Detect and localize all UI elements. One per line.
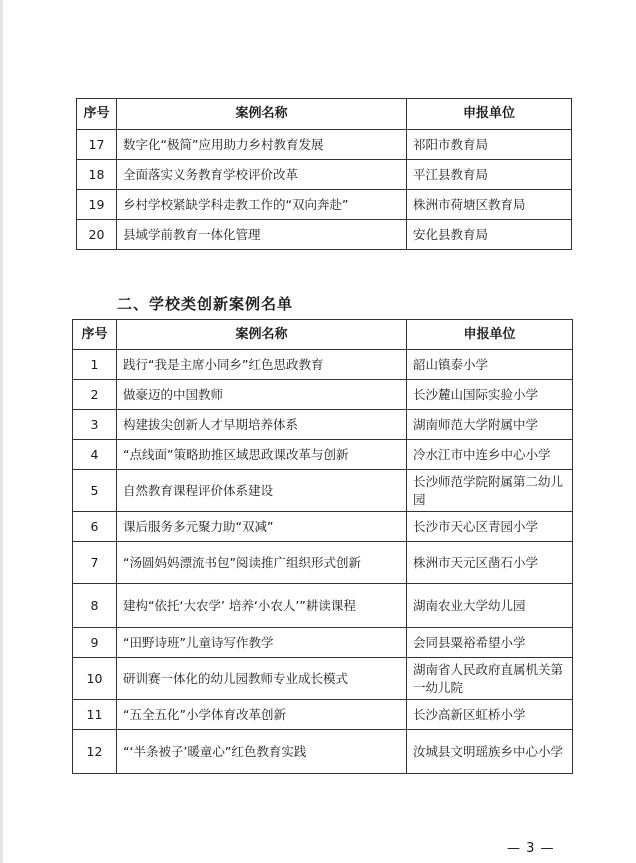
cell-name: 自然教育课程评价体系建设 (117, 470, 407, 512)
table-row (73, 380, 573, 410)
cell-num: 7 (73, 542, 117, 584)
table-header-row (73, 320, 573, 350)
cell-unit: 湖南师范大学附属中学 (407, 410, 573, 440)
cell-num: 11 (73, 700, 117, 730)
table-school-cases (72, 319, 573, 774)
page-number: — 3 — (507, 841, 555, 856)
cell-name: 践行“我是主席小同乡”红色思政教育 (117, 350, 407, 380)
table-row (73, 440, 573, 470)
cell-name: 建构“依托‘大农学’ 培养‘小农人’”耕读课程 (117, 584, 407, 628)
cell-name: 做豪迈的中国教师 (117, 380, 407, 410)
cell-unit: 韶山镇泰小学 (407, 350, 573, 380)
cell-unit: 祁阳市教育局 (407, 130, 572, 160)
header-num: 序号 (73, 320, 117, 350)
cell-num: 3 (73, 410, 117, 440)
cell-unit: 湖南省人民政府直属机关第一幼儿院 (407, 658, 573, 700)
table-row (77, 130, 572, 160)
cell-name: 县域学前教育一体化管理 (117, 220, 407, 250)
cell-unit: 长沙市天心区青园小学 (407, 512, 573, 542)
cell-name: “‘半条被子’暖童心”红色教育实践 (117, 730, 407, 774)
cell-name: 课后服务多元聚力助“双减” (117, 512, 407, 542)
cell-name: 构建拔尖创新人才早期培养体系 (117, 410, 407, 440)
cell-num: 10 (73, 658, 117, 700)
table-row (73, 470, 573, 512)
table-district-cases (76, 98, 572, 250)
cell-unit: 汝城县文明瑶族乡中心小学 (407, 730, 573, 774)
cell-name: 数字化“极简”应用助力乡村教育发展 (117, 130, 407, 160)
cell-num: 19 (77, 190, 117, 220)
table-row (73, 584, 573, 628)
cell-name: “五全五化”小学体育改革创新 (117, 700, 407, 730)
cell-unit: 长沙高新区虹桥小学 (407, 700, 573, 730)
cell-unit: 安化县教育局 (407, 220, 572, 250)
table-row (77, 220, 572, 250)
cell-num: 18 (77, 160, 117, 190)
table-header-row (77, 99, 572, 130)
cell-unit: 冷水江市中连乡中心小学 (407, 440, 573, 470)
cell-num: 20 (77, 220, 117, 250)
cell-name: 研训赛一体化的幼儿园教师专业成长模式 (117, 658, 407, 700)
cell-unit: 株洲市荷塘区教育局 (407, 190, 572, 220)
header-name: 案例名称 (117, 99, 407, 130)
header-name: 案例名称 (117, 320, 407, 350)
table-row (73, 542, 573, 584)
cell-name: 全面落实义务教育学校评价改革 (117, 160, 407, 190)
table-row (77, 160, 572, 190)
cell-num: 8 (73, 584, 117, 628)
cell-unit: 平江县教育局 (407, 160, 572, 190)
cell-num: 17 (77, 130, 117, 160)
cell-name: “田野诗班”儿童诗写作教学 (117, 628, 407, 658)
table-row (73, 410, 573, 440)
cell-unit: 长沙麓山国际实验小学 (407, 380, 573, 410)
cell-name: 乡村学校紧缺学科走教工作的“双向奔赴” (117, 190, 407, 220)
header-unit: 申报单位 (407, 99, 572, 130)
header-unit: 申报单位 (407, 320, 573, 350)
header-num: 序号 (77, 99, 117, 130)
cell-num: 5 (73, 470, 117, 512)
page-edge (0, 0, 3, 863)
table-row (73, 512, 573, 542)
cell-num: 4 (73, 440, 117, 470)
table-row (77, 190, 572, 220)
cell-num: 6 (73, 512, 117, 542)
cell-num: 2 (73, 380, 117, 410)
section-title: 二、学校类创新案例名单 (117, 295, 294, 313)
cell-num: 12 (73, 730, 117, 774)
table-row (73, 350, 573, 380)
cell-name: “点线面”策略助推区域思政课改革与创新 (117, 440, 407, 470)
cell-num: 9 (73, 628, 117, 658)
table-row (73, 730, 573, 774)
cell-unit: 会同县粟裕希望小学 (407, 628, 573, 658)
cell-unit: 长沙师范学院附属第二幼儿园 (407, 470, 573, 512)
table-row (73, 658, 573, 700)
cell-unit: 湖南农业大学幼儿园 (407, 584, 573, 628)
cell-num: 1 (73, 350, 117, 380)
cell-unit: 株洲市天元区凿石小学 (407, 542, 573, 584)
table-row (73, 700, 573, 730)
cell-name: “汤圆妈妈漂流书包”阅读推广组织形式创新 (117, 542, 407, 584)
table-row (73, 628, 573, 658)
